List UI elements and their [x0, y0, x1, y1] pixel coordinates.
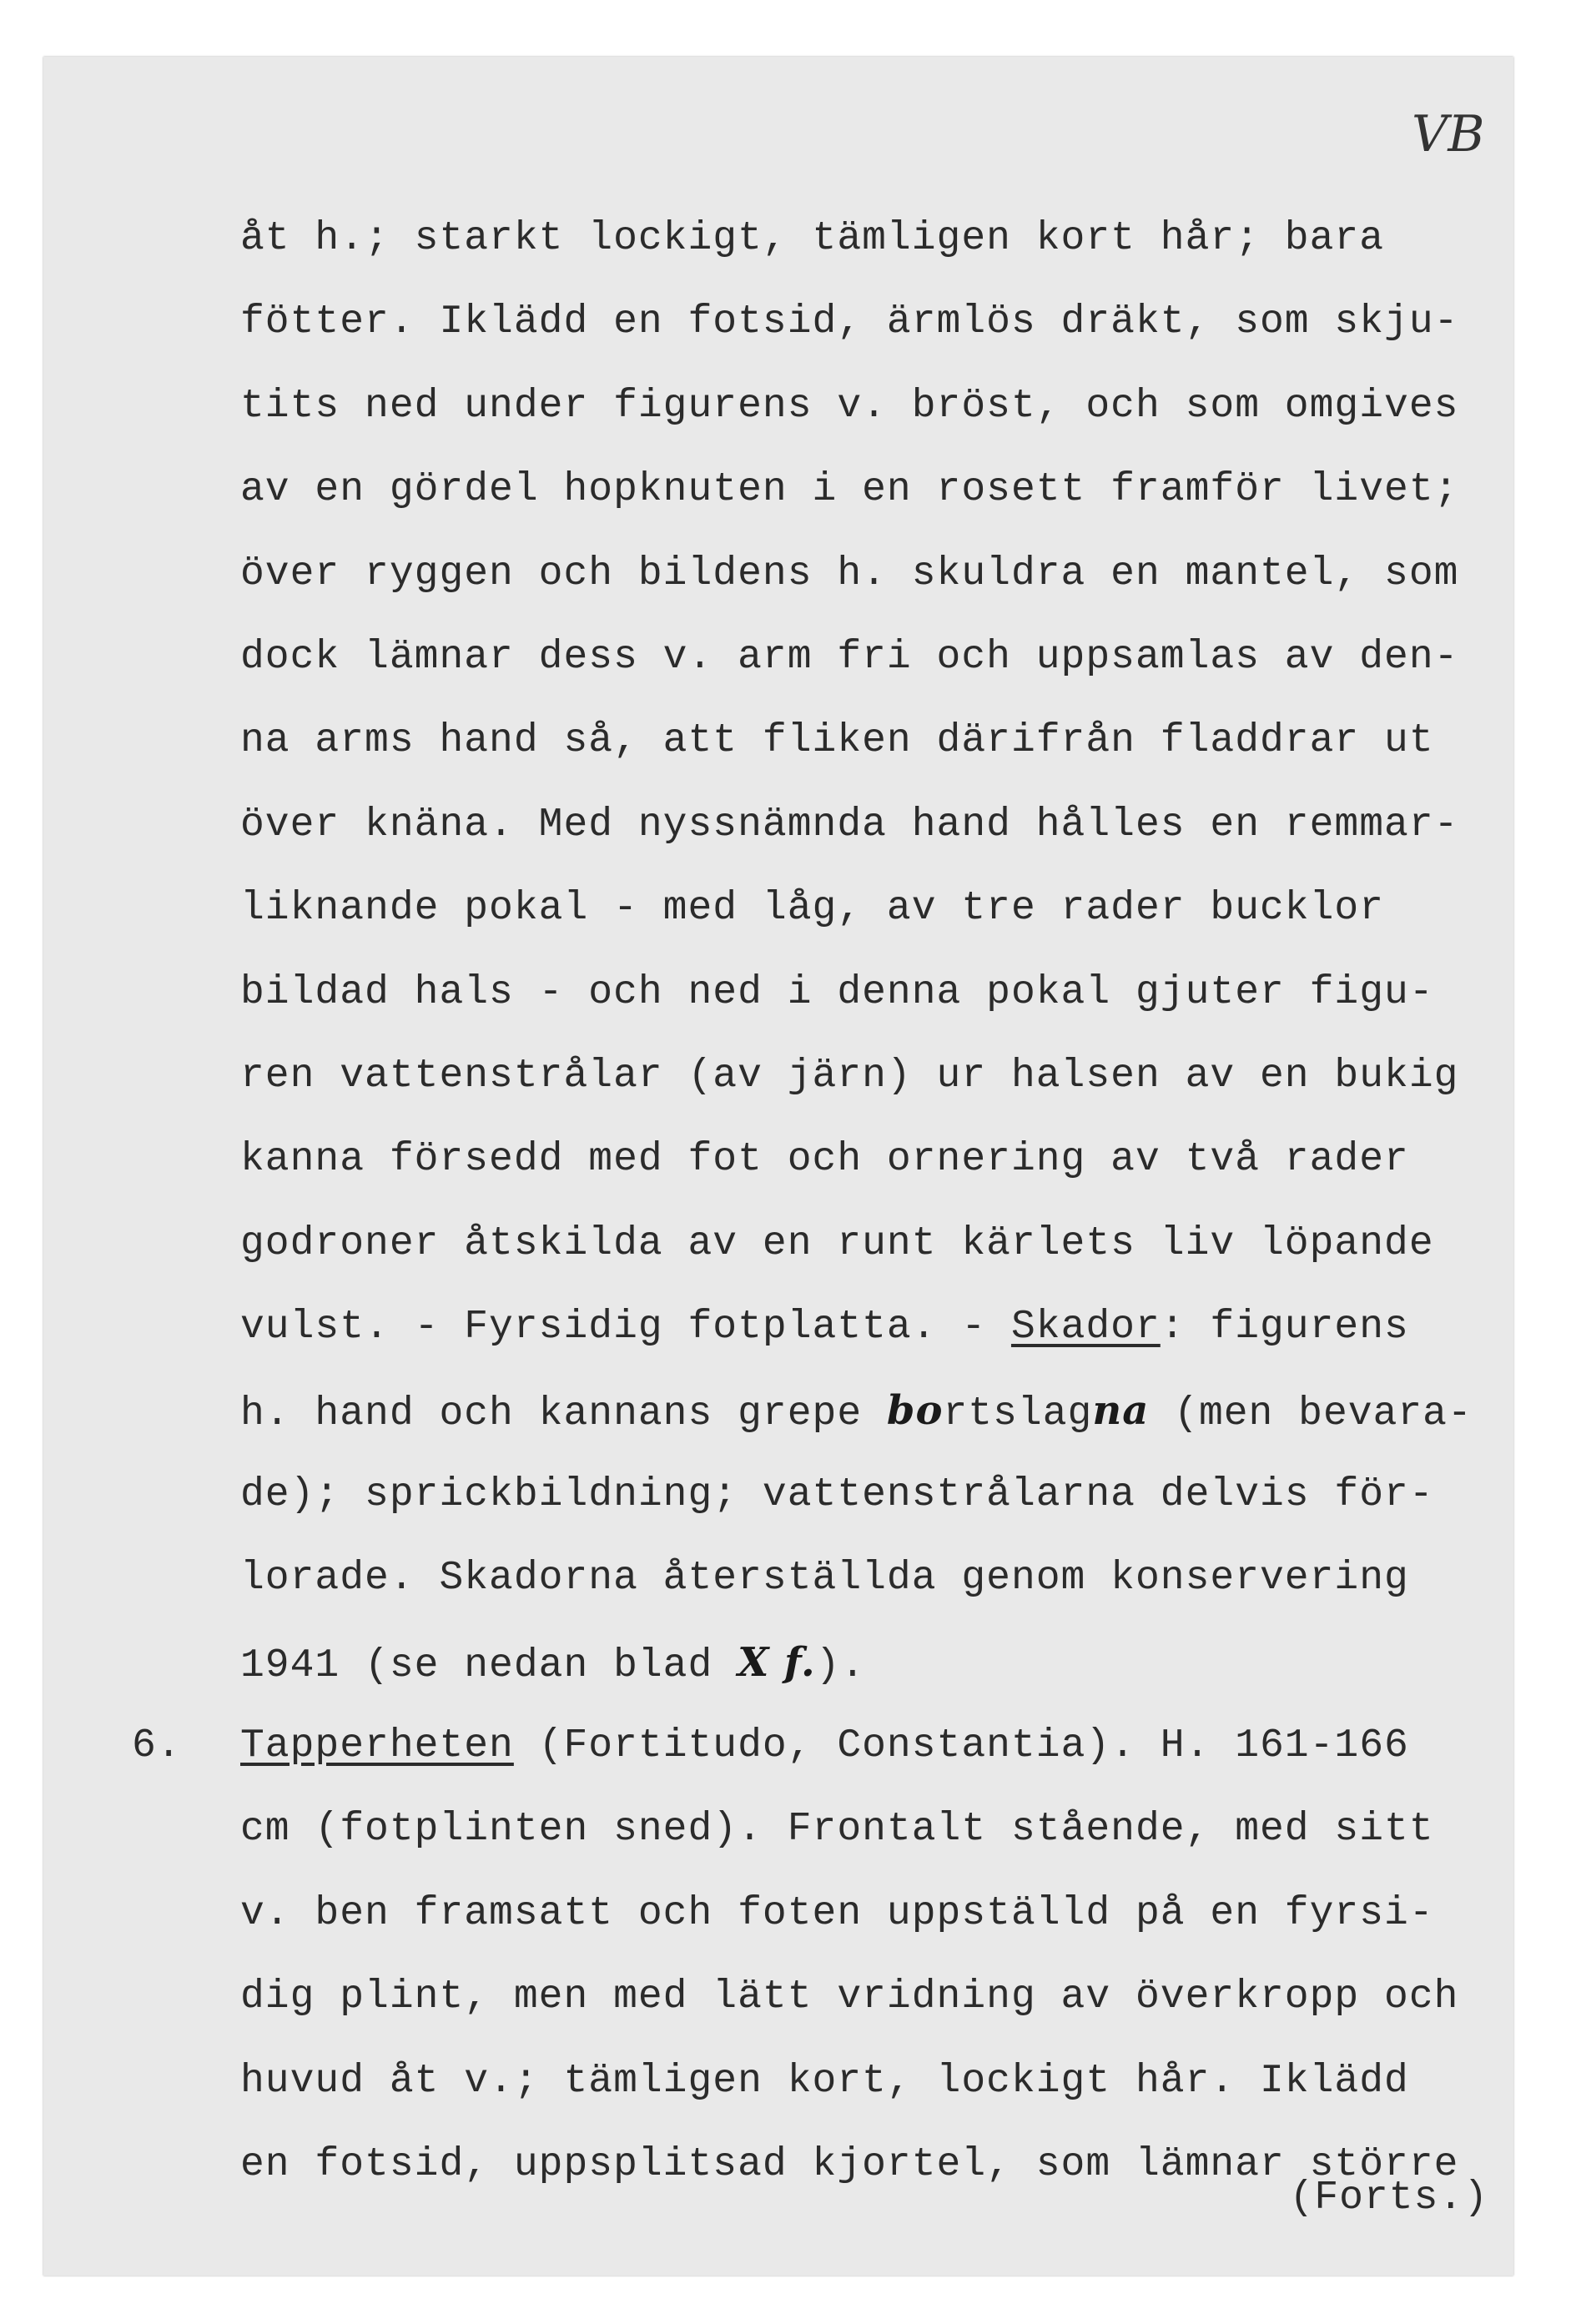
text-fragment: rtslag — [943, 1391, 1093, 1437]
text-fragment: (men bevara- — [1149, 1391, 1473, 1437]
underlined-heading-skador: Skador — [1010, 1305, 1161, 1351]
document-page — [43, 57, 1513, 2276]
handwritten-correction: bo — [886, 1387, 944, 1435]
text-fragment: 1941 (se nedan blad — [240, 1642, 738, 1688]
text-line-21: v. ben framsatt och foten uppställd på en fyrsi- — [240, 1890, 1434, 1936]
text-fragment: (Fortitudo, Constantia). H. 161-166 — [513, 1723, 1409, 1769]
text-line-9: liknande pokal - med låg, av tre rader bucklor — [240, 886, 1385, 932]
text-line-5: över ryggen och bildens h. skuldra en mantel, som — [240, 551, 1459, 596]
text-line-4: av en gördel hopknuten i en rosett framför livet; — [240, 467, 1459, 513]
text-line-6: dock lämnar dess v. arm fri och uppsamlas av den- — [240, 634, 1459, 680]
text-fragment: ). — [815, 1642, 866, 1688]
text-line-19 — [132, 1704, 1500, 1788]
text-line-17: lorade. Skadorna återställda genom konservering — [240, 1556, 1409, 1602]
text-fragment: h. hand och kannans grepe — [240, 1391, 887, 1437]
text-line-24: en fotsid, uppsplitsad kjortel, som lämnar större — [240, 2141, 1459, 2187]
text-line-8: över knäna. Med nyssnämnda hand hålles en remmar- — [240, 802, 1459, 848]
text-line-3: tits ned under figurens v. bröst, och som omgives — [240, 383, 1459, 429]
text-line-22: dig plint, men med lätt vridning av överkropp och — [240, 1974, 1459, 2020]
text-line-1: åt h.; starkt lockigt, tämligen kort hår; bara — [240, 216, 1385, 261]
handwritten-reference: X f. — [738, 1638, 816, 1686]
text-line-11: ren vattenstrålar (av järn) ur halsen av en bukig — [240, 1053, 1459, 1099]
text-fragment: vulst. - Fyrsidig fotplatta. - — [240, 1305, 1011, 1351]
text-line-18 — [240, 1621, 1500, 1704]
text-line-14 — [240, 1285, 1500, 1369]
text-line-23: huvud åt v.; tämligen kort, lockigt hår. Iklädd — [240, 2058, 1409, 2104]
text-line-13: godroner åtskilda av en runt kärlets liv löpande — [240, 1220, 1434, 1266]
body-text — [132, 197, 1500, 2206]
text-line-2: fötter. Iklädd en fotsid, ärmlös dräkt, som skju- — [240, 299, 1459, 345]
text-line-12: kanna försedd med fot och ornering av två rader — [240, 1137, 1409, 1183]
handwritten-correction: na — [1092, 1387, 1150, 1435]
text-line-20: cm (fotplinten sned). Frontalt stående, med sitt — [240, 1807, 1434, 1853]
continuation-note: (Forts.) — [1289, 2176, 1488, 2221]
text-line-16: de); sprickbildning; vattenstrålarna delvis för- — [240, 1471, 1434, 1517]
text-line-15 — [240, 1369, 1500, 1452]
text-line-10: bildad hals - och ned i denna pokal gjuter figu- — [240, 969, 1434, 1015]
handwritten-page-mark: VB — [1412, 105, 1485, 163]
text-line-7: na arms hand så, att fliken därifrån fladdrar ut — [240, 718, 1434, 764]
text-fragment: : figurens — [1160, 1305, 1409, 1351]
underlined-heading-tapperheten: Tapperheten — [240, 1723, 514, 1769]
item-number: 6. — [132, 1723, 182, 1769]
